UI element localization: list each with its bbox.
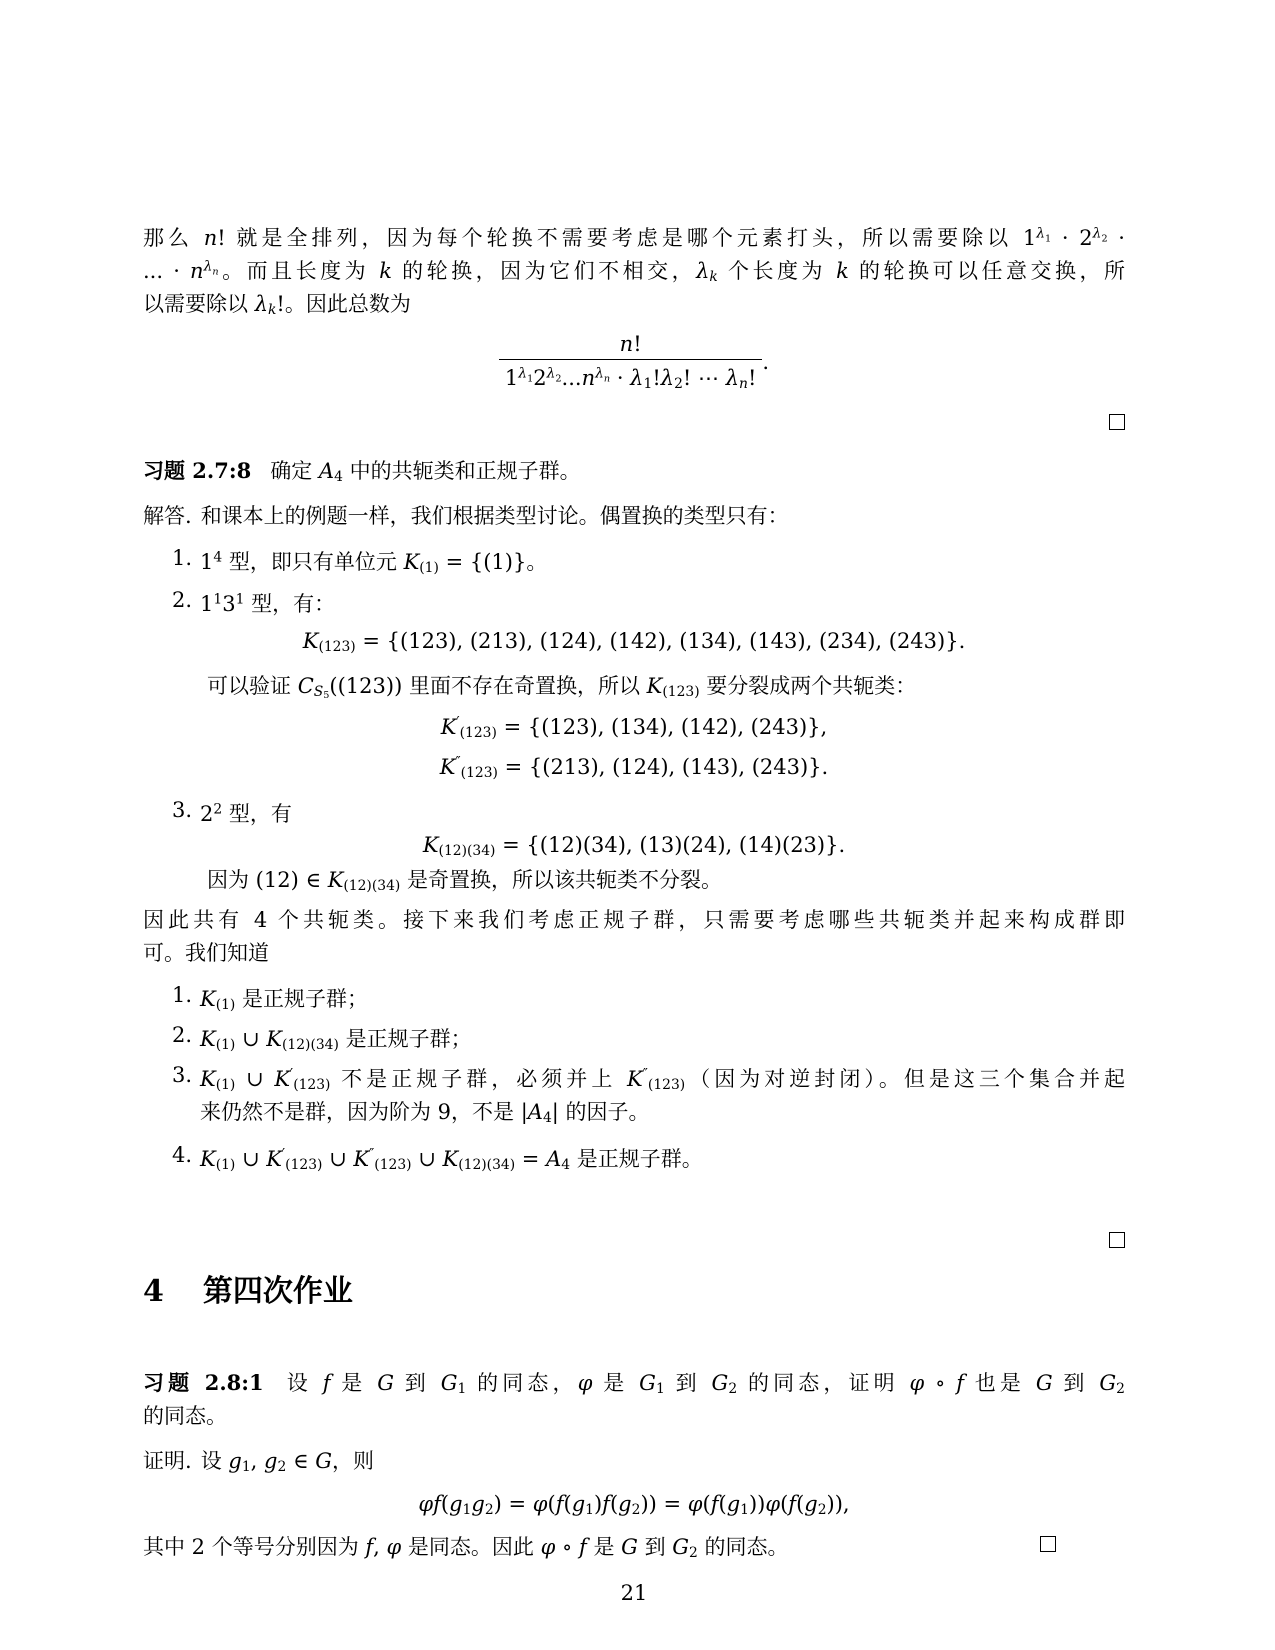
display-formula-k123: $K_{(123)} = \{(123)$, (213), (124), (142), (134), (143), (234), (243)}. [302, 629, 966, 656]
exercise-text: 确定 $A_4$ 中的共轭类和正规子群。 [270, 459, 581, 486]
list-item [143, 1063, 1125, 1129]
section-number: 4 [143, 1274, 164, 1309]
list-item-text: $K_{(1)}$ 是正规子群； [200, 987, 369, 1014]
qed-row [143, 1229, 1125, 1246]
exercise-heading-278 [143, 454, 1125, 488]
paragraph-line: 可。我们知道 [143, 941, 269, 965]
display-formula-cycle-count [143, 329, 1125, 395]
proof-label: 证明. [143, 1449, 192, 1473]
proof-text: 其中 2 个等号分别因为 f, φ 是同态。因此 φ ∘ f 是 G 到 $G_2$ 的同态。 [143, 1535, 789, 1562]
paragraph-line: 因此共有 4 个共轭类。接下来我们考虑正规子群，只需要考虑哪些共轭类并起来构成群即 [143, 908, 1125, 932]
list-item [143, 798, 1125, 828]
display-formula-homomorphism: $\varphi f(g_1g_2) = \varphi(f(g_1)f(g_2)) = \varphi(f(g_1))\varphi(f(g_2))$, [418, 1492, 850, 1519]
list-item-text: $1^13^1$ 型，有： [200, 591, 336, 616]
qed-icon [1109, 1232, 1125, 1248]
list-item-number: 2. [172, 588, 193, 612]
list-item [143, 983, 1125, 1013]
proof-text: 设 $g_1$, $g_2$ ∈ G，则 [200, 1449, 374, 1476]
qed-icon [1040, 1536, 1056, 1552]
exercise-text-line: 的同态。 [143, 1404, 227, 1428]
paragraph-line: 那么 n! 就是全排列，因为每个轮换不需要考虑是哪个元素打头，所以需要除以 $1^\lambda 1 \cdot 2^\lambda 2$ · [143, 225, 1125, 250]
proof-final-line [143, 1531, 1125, 1564]
list-item-text: $K_{(1)}$ ∪ $K_{(12)(34)}$ 是正规子群； [200, 1027, 472, 1054]
paragraph-line: 以需要除以 λk!。因此总数为 [143, 292, 411, 319]
list-item-number: 3. [172, 798, 193, 822]
list-item [143, 1023, 1125, 1053]
display-formula-k1234: $K_{(12)(34)} = \{(12)(34)$, (13)(24), (14)(23)}. [422, 833, 846, 860]
list-item-text: $1^4$ 型，即只有单位元 $K_{(1)} = \{(1)\}$。 [200, 549, 548, 577]
exercise-label: 习题 2.7:8 [143, 458, 252, 483]
display-formula-k123-prime: $K'_{(123)} = \{(123)$, (134), (142), (243)}, [440, 714, 828, 742]
solution-opening [143, 500, 1125, 533]
exercise-text: 设 f 是 G 到 $G_1$ 的同态，φ 是 $G_1$ 到 $G_2$ 的同态，证明 φ ∘ f 也是 G 到 $G_2$ [282, 1371, 1125, 1398]
section-title: 第四次作业 [202, 1274, 353, 1309]
list-item-text: 来仍然不是群，因为阶为 9，不是 $|A_4|$ 的因子。 [200, 1100, 650, 1127]
list-item-text: $K_{(1)}$ ∪ $K'_{(123)}$ 不是正规子群，必须并上 $K''_{(123)}$（因为对逆封闭）。但是这三个集合并起 [200, 1066, 1125, 1094]
list-item [143, 546, 1125, 576]
list-item-number: 3. [172, 1063, 193, 1087]
formula-period: . [762, 350, 770, 374]
solution-label: 解答. [143, 504, 192, 528]
display-formula-k123-doubleprime: $K''_{(123)} = \{(213)$, (124), (143), (243)}. [439, 754, 829, 782]
list-item [143, 1143, 1125, 1173]
fraction [499, 329, 763, 395]
page-number: 21 [620, 1581, 648, 1605]
proof-opening [143, 1445, 1125, 1478]
list-item-text: $2^2$ 型，有 [200, 801, 292, 826]
qed-icon [1109, 414, 1125, 430]
inner-paragraph: 因为 (12) ∈ $K_{(12)(34)}$ 是奇置换，所以该共轭类不分裂。 [207, 868, 722, 895]
list-item-number: 4. [172, 1143, 193, 1167]
exercise-label: 习题 2.8:1 [143, 1370, 264, 1395]
list-item-number: 2. [172, 1023, 193, 1047]
list-item-number: 1. [172, 983, 193, 1007]
section-heading [143, 1272, 1125, 1312]
exercise-heading-281 [143, 1366, 1125, 1400]
paragraph-line: ... · $n^\lambda n$。而且长度为 k 的轮换，因为它们不相交，λk 个长度为 k 的轮换可以任意交换，所 [143, 258, 1125, 286]
inner-paragraph: 可以验证 $CS_5((123))$ 里面不存在奇置换，所以 $K_{(123)}$ 要分裂成两个共轭类： [207, 674, 917, 701]
list-item-number: 1. [172, 546, 193, 570]
qed-row [143, 411, 1125, 428]
list-item-text: $K_{(1)}$ ∪ $K'_{(123)}$ ∪ $K''_{(123)}$ ∪ $K_{(12)(34)} = A_4$ 是正规子群。 [200, 1146, 703, 1174]
fraction-numerator: n! [619, 332, 642, 356]
solution-text: 和课本上的例题一样，我们根据类型讨论。偶置换的类型只有： [200, 504, 789, 528]
list-item [143, 588, 1125, 618]
fraction-denominator: $1^\lambda 12^\lambda 2...n^\lambda n \cdot \lambda_1!\lambda_2$! ⋯ λn! [499, 359, 763, 395]
